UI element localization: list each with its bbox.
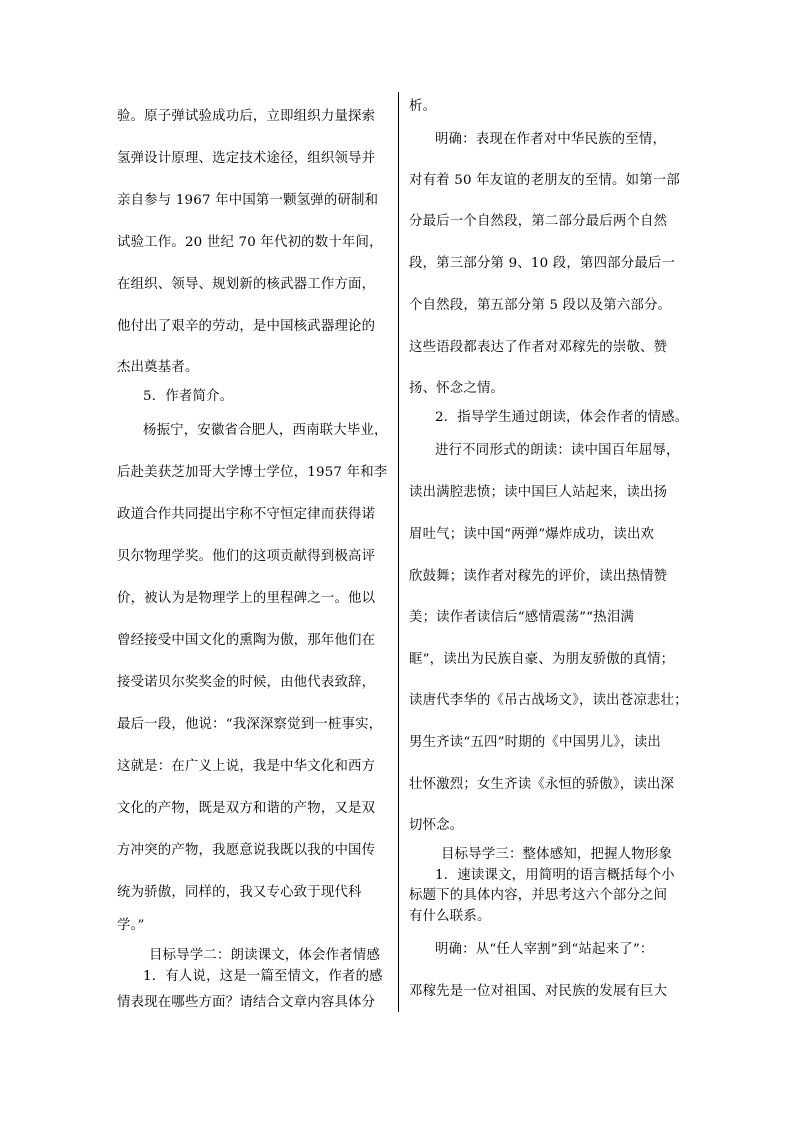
text-line: 在组织、领导、规划新的核武器工作方面， [117,277,376,292]
text-line: 接受诺贝尔奖奖金的时候，由他代表致辞， [117,675,376,690]
text-line: 统为骄傲，同样的，我又专心致于现代科 [117,885,362,900]
text-line: 眉吐气；读中国“两弹”爆炸成功，读出欢 [409,527,655,542]
text-line: 段，第三部分第 9、10 段，第四部分最后一 [409,256,676,271]
text-line: 析。 [409,99,437,114]
section-heading: 目标导学三：整体感知，把握人物形象 [441,847,673,862]
text-line: 方冲突的产物，我愿意说我既以我的中国传 [117,843,376,858]
text-line: 贝尔物理学奖。他们的这项贡献得到极高评 [117,549,376,564]
text-line: 1．速读课文，用简明的语言概括每个小 [435,868,675,883]
text-line: 最后一段，他说：“我深深察觉到一桩事实， [117,717,383,732]
text-line: 眶”，读出为民族自豪、为朋友骄傲的真情； [409,652,675,667]
text-line: 个自然段，第五部分第 5 段以及第六部分。 [409,298,672,313]
text-line: 明确：表现在作者对中华民族的至情， [435,132,667,147]
text-line: 政道合作共同提出宇称不守恒定律而获得诺 [117,507,376,522]
text-line: 1．有人说，这是一篇至情文，作者的感 [143,969,383,984]
text-line: 男生齐读“五四”时期的《中国男儿》，读出 [409,735,662,750]
text-line: 标题下的具体内容，并思考这六个部分之间 [409,888,668,903]
text-line: 试验工作。20 世纪 70 年代初的数十年间， [117,235,383,250]
text-line: 进行不同形式的朗读：读中国百年屈辱， [435,443,680,458]
text-line: 杰出奠基者。 [117,360,199,375]
text-line: 情表现在哪些方面？请结合文章内容具体分 [117,995,376,1010]
section-heading: 5．作者简介。 [143,389,234,404]
text-line: 美；读作者读信后“感情震荡”“热泪满 [409,610,634,625]
text-line: 壮怀激烈；女生齐读《永恒的骄傲》，读出深 [409,777,675,792]
text-line: 欣鼓舞；读作者对稼先的评价，读出热情赞 [409,569,668,584]
text-line: 这就是：在广义上说，我是中华文化和西方 [117,759,376,774]
text-line: 他付出了艰辛的劳动，是中国核武器理论的 [117,319,376,334]
text-line: 氢弹设计原理、选定技术途径，组织领导并 [117,151,376,166]
text-line: 扬、怀念之情。 [409,381,505,396]
text-line: 读唐代李华的《吊古战场文》，读出苍凉悲壮； [409,693,688,708]
text-line: 文化的产物，既是双方和谐的产物，又是双 [117,801,376,816]
text-line: 有什么联系。 [409,909,491,924]
text-line: 这些语段都表达了作者对邓稼先的崇敬、赞 [409,340,668,355]
text-line: 切怀念。 [409,818,464,833]
text-line: 价，被认为是物理学上的里程碑之一。他以 [117,591,376,606]
text-line: 曾经接受中国文化的熏陶为傲，那年他们在 [117,633,376,648]
text-line: 亲自参与 1967 年中国第一颗氢弹的研制和 [117,193,379,208]
text-line: 邓稼先是一位对祖国、对民族的发展有巨大 [409,984,668,999]
text-line: 分最后一个自然段，第二部分最后两个自然 [409,214,668,229]
section-heading: 目标导学二：朗读课文，体会作者情感 [149,948,381,963]
text-line: 读出满腔悲愤；读中国巨人站起来，读出扬 [409,485,668,500]
text-line: 后赴美获芝加哥大学博士学位，1957 年和李 [117,465,388,480]
column-divider [398,92,399,1012]
text-line: 杨振宁，安徽省合肥人，西南联大毕业， [143,423,388,438]
text-line: 明确：从“任人宰割”到“站起来了”： [435,942,654,957]
text-line: 对有着 50 年友谊的老朋友的至情。如第一部 [409,173,680,188]
text-line: 学。” [117,918,145,933]
text-line: 验。原子弹试验成功后，立即组织力量探索 [117,109,376,124]
section-heading: 2．指导学生通过朗读，体会作者的情感。 [435,410,689,425]
